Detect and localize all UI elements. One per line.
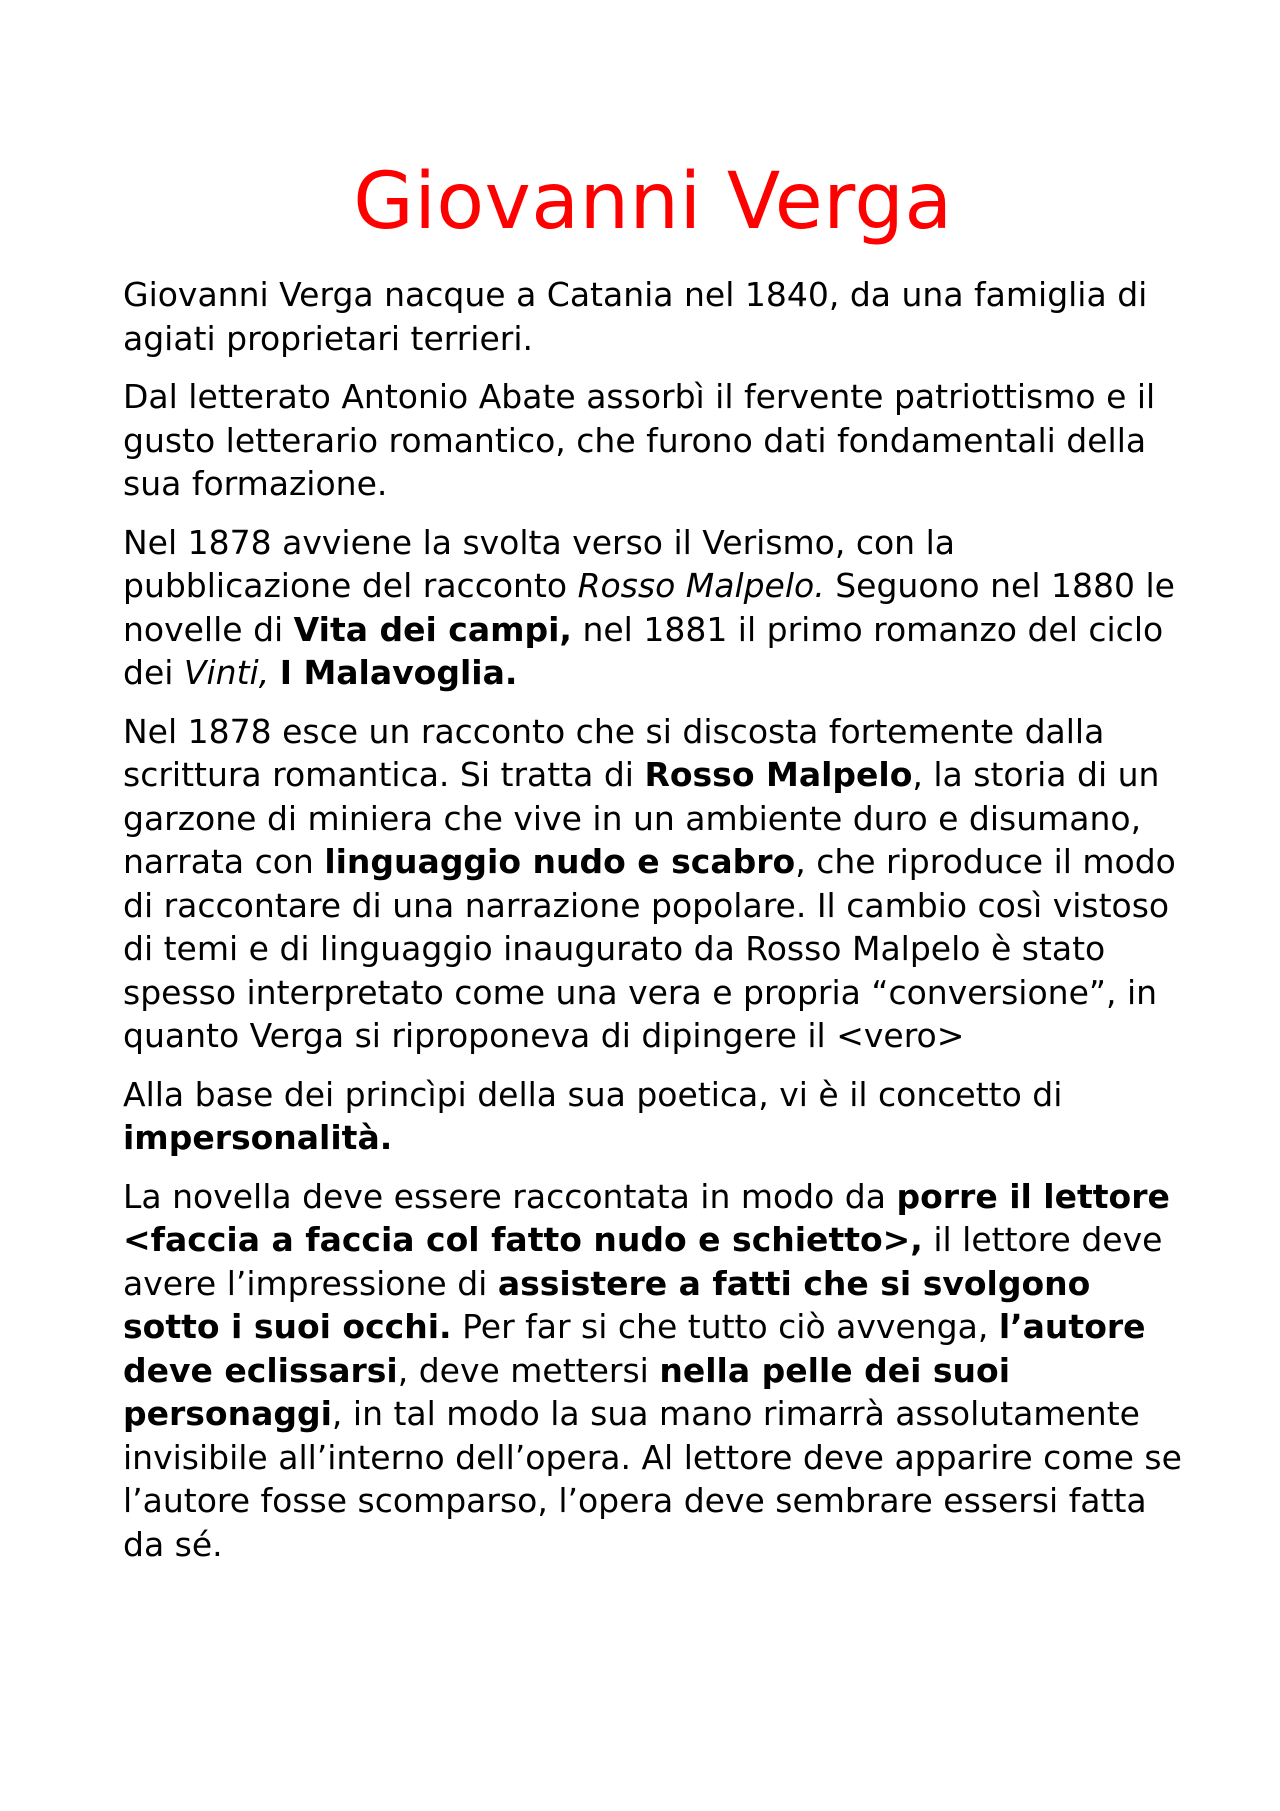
document-page	[123, 150, 1183, 1581]
bold-malavoglia: I Malavoglia.	[279, 653, 518, 692]
bold-eclissarsi: l’autore deve eclissarsi	[123, 1307, 1146, 1390]
bold-assistere: assistere a fatti che si svolgono sotto i suoi occhi.	[123, 1263, 1091, 1346]
bold-vita-dei-campi: Vita dei campi,	[293, 609, 572, 649]
text-run: Per far si che tutto ciò avvenga,	[451, 1307, 999, 1346]
text-run: il lettore deve avere l’impressione di	[123, 1220, 1163, 1303]
paragraph-novella	[123, 1175, 1183, 1567]
text-run: , la storia di un garzone di miniera che vive in un ambiente duro e disumano, narrata con	[123, 755, 1160, 881]
italic-title-rosso-malpelo: Rosso Malpelo.	[577, 566, 825, 605]
text-run: , in tal modo la sua mano rimarrà assolutamente invisibile all’interno dell’opera. Al lettore deve apparire come se l’autore fosse scomparso, l’opera deve sembrare essersi fatta da sé.	[123, 1394, 1182, 1564]
text-run: La novella deve essere raccontata in modo da	[123, 1176, 897, 1216]
text-run: Nel 1878 avviene la svolta verso il Verismo, con la pubblicazione del racconto	[123, 522, 955, 605]
paragraph-rosso-malpelo	[123, 710, 1183, 1058]
paragraph-poetica	[123, 1073, 1183, 1160]
paragraph-verismo	[123, 521, 1183, 695]
text-run: , deve mettersi	[397, 1350, 660, 1390]
text-run	[269, 653, 280, 692]
text-run: Dal letterato Antonio Abate assorbì il fervente patriottismo e il gusto letterario romantico, che furono dati fondamentali della sua formazione.	[123, 377, 1156, 503]
text-run: nel 1881 il primo romanzo del ciclo dei	[123, 609, 1164, 692]
bold-impersonalita: impersonalità.	[123, 1118, 393, 1157]
text-run: Nel 1878 esce un racconto che si discosta fortemente dalla scrittura romantica. Si tratta di	[123, 711, 1105, 794]
paragraph-birth	[123, 273, 1183, 360]
text-run: , che riproduce il modo di raccontare di una narrazione popolare. Il cambio così vistoso di temi e di linguaggio inaugurato da Rosso Malpelo è stato spesso interpretato come una vera e propria “conversione”, in quanto Verga si riproponeva di dipingere il <vero>	[123, 842, 1176, 1055]
bold-rosso-malpelo: Rosso Malpelo	[644, 755, 913, 794]
document-title: Giovanni Verga	[353, 157, 953, 247]
text-run: Seguono nel 1880 le novelle di	[123, 566, 1175, 649]
bold-porre-il-lettore: porre il lettore <faccia a faccia col fatto nudo e schietto>,	[123, 1176, 1170, 1259]
italic-vinti: Vinti,	[183, 653, 270, 692]
text-run: Giovanni Verga nacque a Catania nel 1840, da una famiglia di agiati proprietari terrieri.	[123, 275, 1148, 358]
bold-linguaggio: linguaggio nudo e scabro	[324, 842, 796, 881]
bold-nella-pelle: nella pelle dei suoi personaggi	[123, 1350, 1011, 1433]
paragraph-formation	[123, 375, 1183, 506]
text-run: Alla base dei princìpi della sua poetica, vi è il concetto di	[123, 1074, 1063, 1114]
